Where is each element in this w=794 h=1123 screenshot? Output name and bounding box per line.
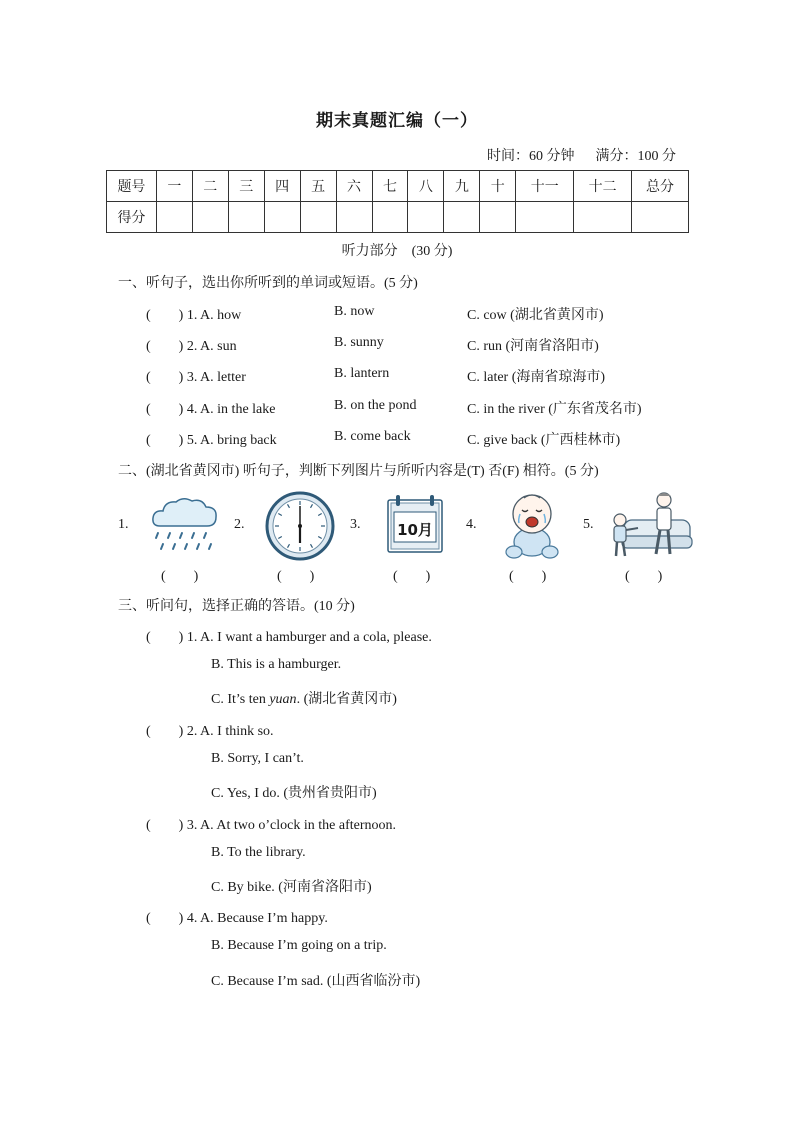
part3-heading: 三、听问句，选择正确的答语。(10 分): [118, 599, 355, 614]
part3-item-4-c: C. Because I’m sad. (山西省临汾市): [211, 974, 421, 989]
option-italic-text: yuan: [269, 692, 297, 707]
header-cell: 六: [336, 171, 372, 202]
header-cell: 十二: [574, 171, 632, 202]
picture-number-5: 5.: [583, 517, 594, 532]
score-cell[interactable]: [632, 202, 689, 233]
option-text: . (湖北省黄冈市): [296, 692, 397, 707]
full-score: 满分：100 分: [595, 149, 676, 164]
header-cell: 四: [264, 171, 300, 202]
time-limit: 时间：60 分钟: [487, 149, 575, 164]
part1-item-4-c: C. in the river (广东省茂名市): [467, 402, 642, 417]
score-cell[interactable]: [300, 202, 336, 233]
score-cell[interactable]: [372, 202, 408, 233]
part3-item-4-b: B. Because I’m going on a trip.: [211, 938, 387, 953]
calendar-icon: [384, 492, 446, 561]
score-cell[interactable]: [574, 202, 632, 233]
header-cell: 题号: [107, 171, 157, 202]
score-table-score-row: [107, 202, 689, 233]
answer-blank-4[interactable]: ( ): [509, 569, 547, 584]
picture-number-1: 1.: [118, 517, 129, 532]
score-cell[interactable]: [336, 202, 372, 233]
part1-item-3-a[interactable]: ( ) 3. A. letter: [146, 370, 246, 385]
header-cell: 十: [480, 171, 516, 202]
header-cell: 十一: [516, 171, 574, 202]
listening-section-title: 听力部分 (30 分): [341, 244, 453, 259]
part3-item-1-a[interactable]: ( ) 1. A. I want a hamburger and a cola, please.: [146, 630, 432, 645]
score-cell[interactable]: [516, 202, 574, 233]
score-cell[interactable]: [480, 202, 516, 233]
score-cell[interactable]: [156, 202, 192, 233]
clock-icon: [264, 490, 336, 567]
part1-item-1-b: B. now: [334, 304, 375, 319]
crying-baby-icon: [500, 490, 564, 567]
part1-item-5-b: B. come back: [334, 429, 411, 444]
part3-item-3-c: C. By bike. (河南省洛阳市): [211, 880, 372, 895]
header-cell: 八: [408, 171, 444, 202]
part1-item-2-a[interactable]: ( ) 2. A. sun: [146, 339, 237, 354]
answer-blank-1[interactable]: ( ): [161, 569, 199, 584]
header-cell: 总分: [632, 171, 689, 202]
part3-item-3-b: B. To the library.: [211, 845, 306, 860]
rain-cloud-icon: [150, 496, 220, 561]
exam-meta: [487, 145, 676, 165]
part1-item-5-c: C. give back (广西桂林市): [467, 433, 621, 448]
picture-number-2: 2.: [234, 517, 245, 532]
header-cell: 二: [192, 171, 228, 202]
part1-item-3-b: B. lantern: [334, 366, 390, 381]
score-table-header-row: [107, 171, 689, 202]
answer-blank-2[interactable]: ( ): [277, 569, 315, 584]
header-cell: 五: [300, 171, 336, 202]
row-label: 得分: [107, 202, 157, 233]
header-cell: 三: [228, 171, 264, 202]
answer-blank-5[interactable]: ( ): [625, 569, 663, 584]
part3-item-1-c: [211, 688, 397, 708]
score-cell[interactable]: [408, 202, 444, 233]
part3-item-2-c: C. Yes, I do. (贵州省贵阳市): [211, 786, 377, 801]
part1-heading: 一、听句子，选出你所听到的单词或短语。(5 分): [118, 276, 418, 291]
part3-item-2-a[interactable]: ( ) 2. A. I think so.: [146, 724, 274, 739]
option-text: C. It’s ten: [211, 692, 270, 707]
answer-blank-3[interactable]: ( ): [393, 569, 431, 584]
part3-item-2-b: B. Sorry, I can’t.: [211, 751, 304, 766]
score-cell[interactable]: [264, 202, 300, 233]
calendar-month-label: 10月: [397, 521, 433, 539]
picture-number-3: 3.: [350, 517, 361, 532]
part1-item-4-b: B. on the pond: [334, 398, 417, 413]
part3-item-4-a[interactable]: ( ) 4. A. Because I’m happy.: [146, 911, 328, 926]
part3-item-3-a[interactable]: ( ) 3. A. At two o’clock in the afternoon.: [146, 818, 397, 833]
part1-item-4-a[interactable]: ( ) 4. A. in the lake: [146, 402, 276, 417]
page-title: 期末真题汇编（一）: [316, 111, 478, 130]
score-cell[interactable]: [192, 202, 228, 233]
part3-item-1-b: B. This is a hamburger.: [211, 657, 342, 672]
part1-item-1-c: C. cow (湖北省黄冈市): [467, 308, 604, 323]
score-table: [106, 170, 689, 233]
score-cell[interactable]: [228, 202, 264, 233]
score-cell[interactable]: [444, 202, 480, 233]
header-cell: 九: [444, 171, 480, 202]
part2-heading: 二、(湖北省黄冈市) 听句子，判断下列图片与所听内容是(T) 否(F) 相符。(5 分): [118, 464, 599, 479]
part1-item-1-a[interactable]: ( ) 1. A. how: [146, 308, 242, 323]
family-sofa-icon: [604, 488, 694, 565]
picture-number-4: 4.: [466, 517, 477, 532]
header-cell: 一: [156, 171, 192, 202]
part1-item-3-c: C. later (海南省琼海市): [467, 370, 606, 385]
part1-item-2-c: C. run (河南省洛阳市): [467, 339, 599, 354]
part1-item-5-a[interactable]: ( ) 5. A. bring back: [146, 433, 277, 448]
part1-item-2-b: B. sunny: [334, 335, 384, 350]
header-cell: 七: [372, 171, 408, 202]
